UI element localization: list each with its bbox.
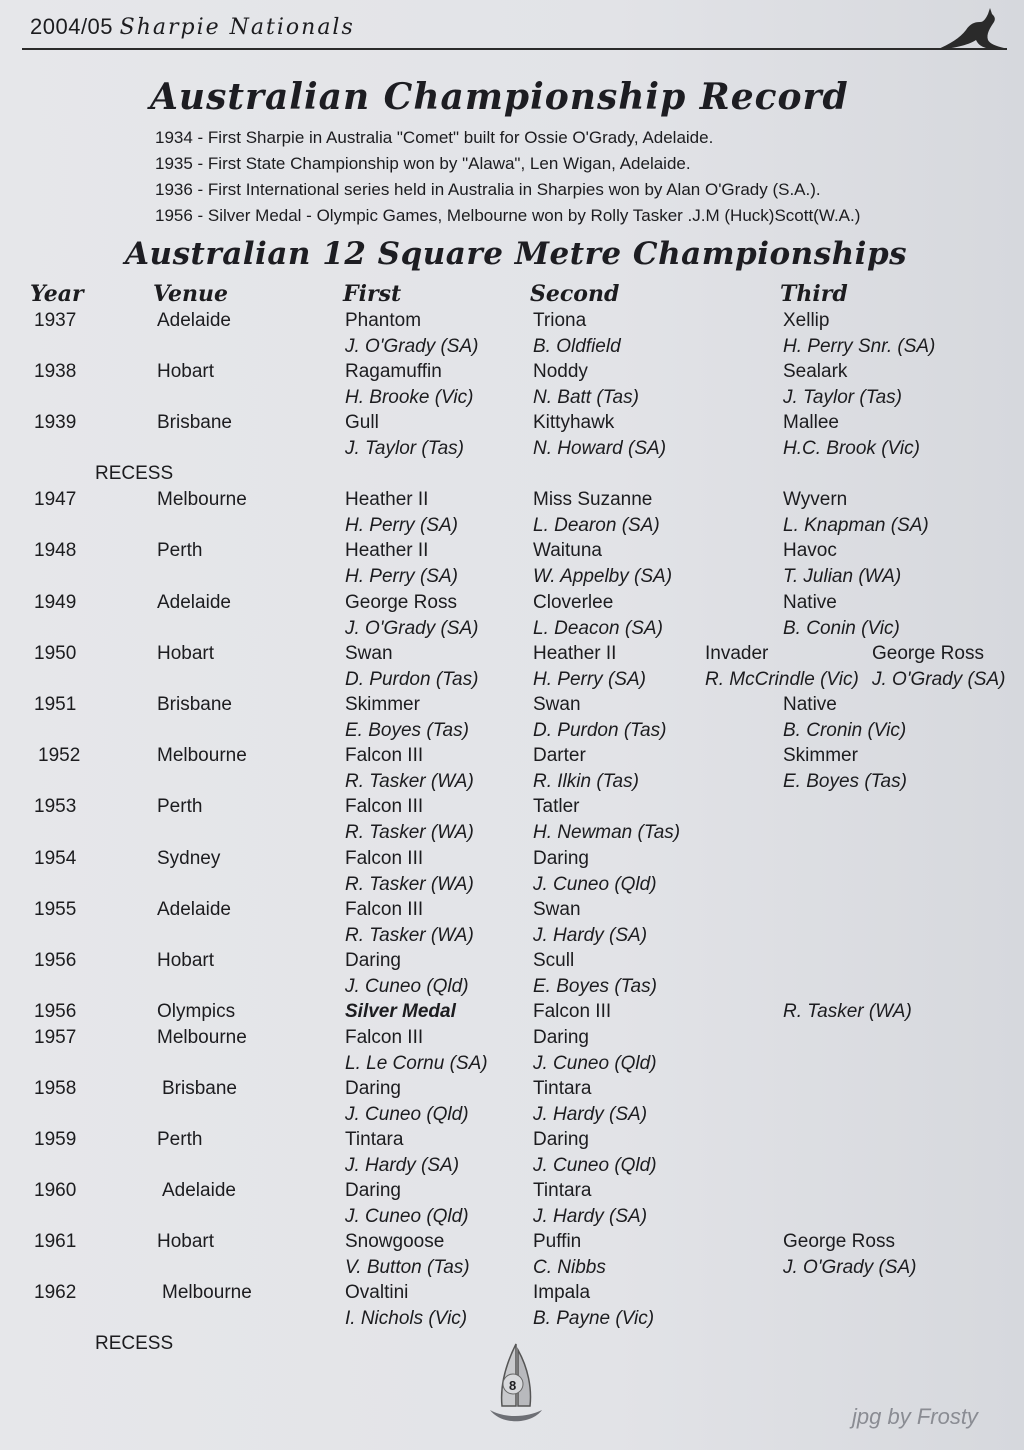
year-cell: 1958	[34, 1078, 77, 1099]
third-boat-cell: George Ross	[872, 643, 984, 664]
third-boat-cell: Xellip	[783, 310, 830, 331]
second-skipper-cell: E. Boyes (Tas)	[533, 976, 657, 997]
third-skipper-cell: T. Julian (WA)	[783, 566, 902, 587]
third-skipper-cell: B. Cronin (Vic)	[783, 720, 907, 741]
first-skipper-cell: D. Purdon (Tas)	[345, 669, 479, 690]
first-boat-cell: Ovaltini	[345, 1282, 409, 1303]
record-line: 1935 - First State Championship won by "Alawa", Len Wigan, Adelaide.	[155, 154, 691, 173]
year-cell: 1947	[34, 489, 77, 510]
second-skipper-cell: J. Hardy (SA)	[533, 1104, 648, 1125]
recess-label: RECESS	[95, 1333, 174, 1354]
year-cell: 1938	[34, 361, 77, 382]
first-skipper-cell: J. O'Grady (SA)	[345, 336, 479, 357]
third-boat-cell: Mallee	[783, 412, 839, 433]
third-skipper-cell: H.C. Brook (Vic)	[783, 438, 920, 459]
first-skipper-cell: J. O'Grady (SA)	[345, 618, 479, 639]
venue-cell: Brisbane	[162, 1078, 237, 1099]
first-boat-cell: Falcon III	[345, 796, 424, 817]
year-cell: 1960	[34, 1180, 77, 1201]
year-cell: 1937	[34, 310, 77, 331]
second-boat-cell: Scull	[533, 950, 575, 971]
second-boat-cell: Falcon III	[533, 1001, 612, 1022]
second-boat-cell: Tintara	[533, 1078, 592, 1099]
first-boat-cell: George Ross	[345, 592, 457, 613]
venue-cell: Adelaide	[157, 310, 231, 331]
second-boat-cell: Puffin	[533, 1231, 582, 1252]
year-cell: 1955	[34, 899, 77, 920]
record-line: 1934 - First Sharpie in Australia "Comet" built for Ossie O'Grady, Adelaide.	[155, 128, 714, 147]
first-skipper-cell: J. Hardy (SA)	[345, 1155, 460, 1176]
second-skipper-cell: C. Nibbs	[533, 1257, 606, 1278]
first-boat-cell: Daring	[345, 1180, 401, 1201]
venue-cell: Brisbane	[157, 412, 232, 433]
second-boat-cell: Cloverlee	[533, 592, 614, 613]
second-skipper-cell: W. Appelby (SA)	[533, 566, 673, 587]
header-year: 2004/05	[30, 14, 114, 39]
second-skipper-cell: J. Hardy (SA)	[533, 1206, 648, 1227]
first-boat-cell: Skimmer	[345, 694, 420, 715]
first-boat-cell: Daring	[345, 1078, 401, 1099]
third-skipper-cell: E. Boyes (Tas)	[783, 771, 907, 792]
page-title: Australian Championship Record	[150, 76, 849, 118]
venue-cell: Perth	[157, 540, 203, 561]
second-boat-cell: Swan	[533, 694, 581, 715]
venue-cell: Melbourne	[157, 489, 247, 510]
venue-cell: Adelaide	[157, 899, 231, 920]
venue-cell: Perth	[157, 796, 203, 817]
third-boat-cell: Sealark	[783, 361, 848, 382]
second-skipper-cell: J. Cuneo (Qld)	[533, 1155, 657, 1176]
third-skipper-cell: B. Conin (Vic)	[783, 618, 900, 639]
column-header-first: First	[343, 281, 402, 307]
venue-cell: Perth	[157, 1129, 203, 1150]
third-boat-cell: Native	[783, 592, 837, 613]
year-cell: 1952	[38, 745, 81, 766]
first-skipper-cell: J. Cuneo (Qld)	[345, 1206, 469, 1227]
first-boat-cell: Falcon III	[345, 848, 424, 869]
venue-cell: Adelaide	[162, 1180, 236, 1201]
second-boat-cell: Swan	[533, 899, 581, 920]
venue-cell: Hobart	[157, 950, 215, 971]
second-skipper-cell: N. Batt (Tas)	[533, 387, 639, 408]
second-skipper-cell: H. Perry (SA)	[533, 669, 646, 690]
first-boat-cell: Falcon III	[345, 745, 424, 766]
second-boat-cell: Darter	[533, 745, 586, 766]
third-skipper-cell: L. Knapman (SA)	[783, 515, 929, 536]
year-cell: 1961	[34, 1231, 77, 1252]
year-cell: 1962	[34, 1282, 77, 1303]
second-skipper-cell: L. Deacon (SA)	[533, 618, 663, 639]
third-skipper-cell: J. O'Grady (SA)	[783, 1257, 917, 1278]
first-boat-cell: Daring	[345, 950, 401, 971]
first-skipper-cell: R. Tasker (WA)	[345, 874, 474, 895]
header-event: Sharpie Nationals	[119, 15, 355, 40]
year-cell: 1939	[34, 412, 77, 433]
column-header-third: Third	[780, 281, 848, 307]
venue-cell: Hobart	[157, 361, 215, 382]
second-boat-cell: Tatler	[533, 796, 580, 817]
first-skipper-cell: E. Boyes (Tas)	[345, 720, 469, 741]
first-skipper-cell: L. Le Cornu (SA)	[345, 1053, 488, 1074]
first-boat-cell: Heather II	[345, 540, 429, 561]
record-line: 1956 - Silver Medal - Olympic Games, Melbourne won by Rolly Tasker .J.M (Huck)Scott(W.A.)	[155, 206, 861, 225]
first-boat-cell: Ragamuffin	[345, 361, 442, 382]
third-boat-cell: Wyvern	[783, 489, 848, 510]
first-skipper-cell: H. Perry (SA)	[345, 566, 458, 587]
second-boat-cell: Daring	[533, 848, 589, 869]
year-cell: 1954	[34, 848, 77, 869]
first-boat-cell: Gull	[345, 412, 379, 433]
header-title	[30, 14, 355, 40]
venue-cell: Melbourne	[157, 745, 247, 766]
first-boat-cell: Falcon III	[345, 1027, 424, 1048]
section-title: Australian 12 Square Metre Championships	[125, 236, 908, 272]
second-boat-cell: Noddy	[533, 361, 588, 382]
second-boat-cell: Tintara	[533, 1180, 592, 1201]
third-boat-cell: Havoc	[783, 540, 837, 561]
first-boat-cell: Snowgoose	[345, 1231, 445, 1252]
venue-cell: Brisbane	[157, 694, 232, 715]
third-skipper-cell: J. O'Grady (SA)	[872, 669, 1006, 690]
second-skipper-cell: B. Payne (Vic)	[533, 1308, 655, 1329]
venue-cell: Melbourne	[157, 1027, 247, 1048]
second-boat-cell: Heather II	[533, 643, 617, 664]
second-skipper-cell: D. Purdon (Tas)	[533, 720, 667, 741]
second-boat-cell: Kittyhawk	[533, 412, 615, 433]
second-skipper-cell: N. Howard (SA)	[533, 438, 667, 459]
year-cell: 1953	[34, 796, 77, 817]
first-boat-cell: Swan	[345, 643, 393, 664]
second-skipper-cell: B. Oldfield	[533, 336, 621, 357]
year-cell: 1951	[34, 694, 77, 715]
kangaroo-icon	[930, 4, 1010, 52]
venue-cell: Olympics	[157, 1001, 236, 1022]
second-skipper-cell: J. Hardy (SA)	[533, 925, 648, 946]
third-skipper-cell: J. Taylor (Tas)	[783, 387, 902, 408]
column-header-second: Second	[530, 281, 620, 307]
photo-credit: jpg by Frosty	[852, 1404, 978, 1429]
year-cell: 1956	[34, 950, 77, 971]
second-skipper-cell: H. Newman (Tas)	[533, 822, 681, 843]
year-cell: 1949	[34, 592, 77, 613]
third-boat-cell: Invader	[705, 643, 769, 664]
venue-cell: Melbourne	[162, 1282, 252, 1303]
second-skipper-cell: J. Cuneo (Qld)	[533, 874, 657, 895]
first-skipper-cell: R. Tasker (WA)	[345, 925, 474, 946]
year-cell: 1959	[34, 1129, 77, 1150]
header-rule	[22, 48, 1007, 50]
third-place-cell: R. Tasker (WA)	[783, 1001, 912, 1022]
second-boat-cell: Miss Suzanne	[533, 489, 653, 510]
year-cell: 1950	[34, 643, 77, 664]
second-skipper-cell: J. Cuneo (Qld)	[533, 1053, 657, 1074]
first-skipper-cell: R. Tasker (WA)	[345, 822, 474, 843]
year-cell: 1956	[34, 1001, 77, 1022]
second-boat-cell: Daring	[533, 1027, 589, 1048]
third-boat-cell: Native	[783, 694, 837, 715]
third-skipper-cell: H. Perry Snr. (SA)	[783, 336, 936, 357]
first-skipper-cell: H. Brooke (Vic)	[345, 387, 474, 408]
first-boat-cell: Tintara	[345, 1129, 404, 1150]
recess-label: RECESS	[95, 463, 174, 484]
first-boat-cell: Silver Medal	[345, 1001, 456, 1022]
second-skipper-cell: R. Ilkin (Tas)	[533, 771, 639, 792]
venue-cell: Hobart	[157, 643, 215, 664]
year-cell: 1948	[34, 540, 77, 561]
first-skipper-cell: I. Nichols (Vic)	[345, 1308, 468, 1329]
venue-cell: Adelaide	[157, 592, 231, 613]
venue-cell: Hobart	[157, 1231, 215, 1252]
third-skipper-cell: R. McCrindle (Vic)	[705, 669, 859, 690]
second-skipper-cell: L. Dearon (SA)	[533, 515, 660, 536]
first-skipper-cell: H. Perry (SA)	[345, 515, 458, 536]
first-boat-cell: Phantom	[345, 310, 422, 331]
second-boat-cell: Impala	[533, 1282, 591, 1303]
first-skipper-cell: J. Cuneo (Qld)	[345, 976, 469, 997]
second-boat-cell: Daring	[533, 1129, 589, 1150]
third-boat-cell: George Ross	[783, 1231, 895, 1252]
first-skipper-cell: V. Button (Tas)	[345, 1257, 470, 1278]
second-boat-cell: Waituna	[533, 540, 602, 561]
year-cell: 1957	[34, 1027, 77, 1048]
page-number: 8	[509, 1378, 517, 1393]
first-skipper-cell: J. Cuneo (Qld)	[345, 1104, 469, 1125]
column-header-year: Year	[30, 281, 84, 307]
second-boat-cell: Triona	[533, 310, 587, 331]
venue-cell: Sydney	[157, 848, 221, 869]
first-boat-cell: Falcon III	[345, 899, 424, 920]
column-header-venue: Venue	[153, 281, 229, 307]
first-skipper-cell: R. Tasker (WA)	[345, 771, 474, 792]
record-line: 1936 - First International series held in Australia in Sharpies won by Alan O'Grady (S.A.).	[155, 180, 821, 199]
first-boat-cell: Heather II	[345, 489, 429, 510]
first-skipper-cell: J. Taylor (Tas)	[345, 438, 464, 459]
third-boat-cell: Skimmer	[783, 745, 858, 766]
